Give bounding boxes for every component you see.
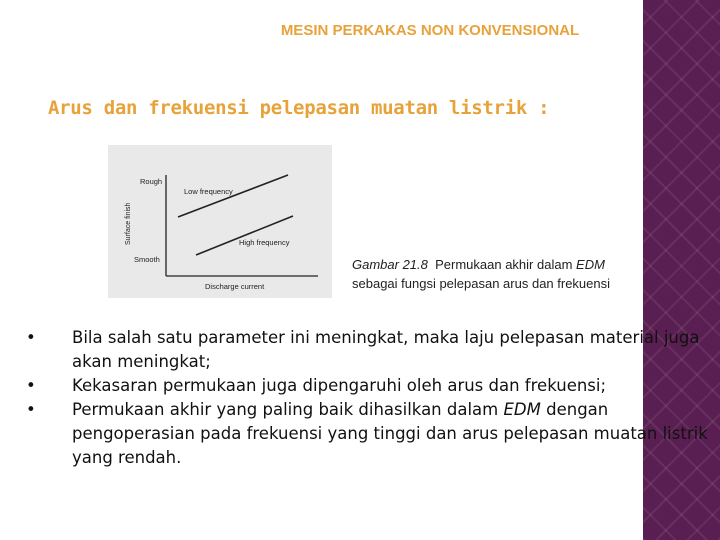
caption-number: Gambar 21.8 [352,257,428,272]
graph-svg [108,145,332,298]
bullet-dot: • [26,376,36,395]
low-frequency-line [178,175,288,217]
low-frequency-label: Low frequency [184,187,233,196]
bullet-text: Bila salah satu parameter ini meningkat, maka laju pelepasan material juga akan meningkat; [72,328,700,371]
figure-caption [352,255,682,293]
caption-text-2: sebagai fungsi pelepasan arus dan frekuensi [352,276,611,291]
caption-edm: EDM [576,257,605,272]
y-top-label: Rough [140,177,163,186]
x-axis-label: Discharge current [205,282,265,291]
bullet-dot: • [26,400,36,419]
y-bottom-label: Smooth [134,255,160,264]
bullet-item [20,374,710,398]
bullet-dot: • [26,328,36,347]
bullet-text-before: Permukaan akhir yang paling baik dihasilkan dalam [72,400,499,419]
high-frequency-line [196,216,293,255]
header-title: MESIN PERKAKAS NON KONVENSIONAL [280,22,580,39]
bullet-list [20,326,710,470]
slide-subtitle: Arus dan frekuensi pelepasan muatan listrik : [48,97,550,119]
bullet-text: Kekasaran permukaan juga dipengaruhi oleh arus dan frekuensi; [72,376,607,395]
y-axis-label: Surface finish [125,202,132,245]
bullet-edm: EDM [503,400,541,419]
figure-surface-finish-graph [108,145,332,298]
high-frequency-label: High frequency [239,238,290,247]
bullet-item [20,326,710,374]
bullet-item [20,398,710,470]
caption-text-1: Permukaan akhir dalam [435,257,573,272]
bullet-text-after: dengan pengoperasian pada frekuensi yang tinggi dan arus pelepasan muatan listrik yang rendah. [72,400,708,467]
